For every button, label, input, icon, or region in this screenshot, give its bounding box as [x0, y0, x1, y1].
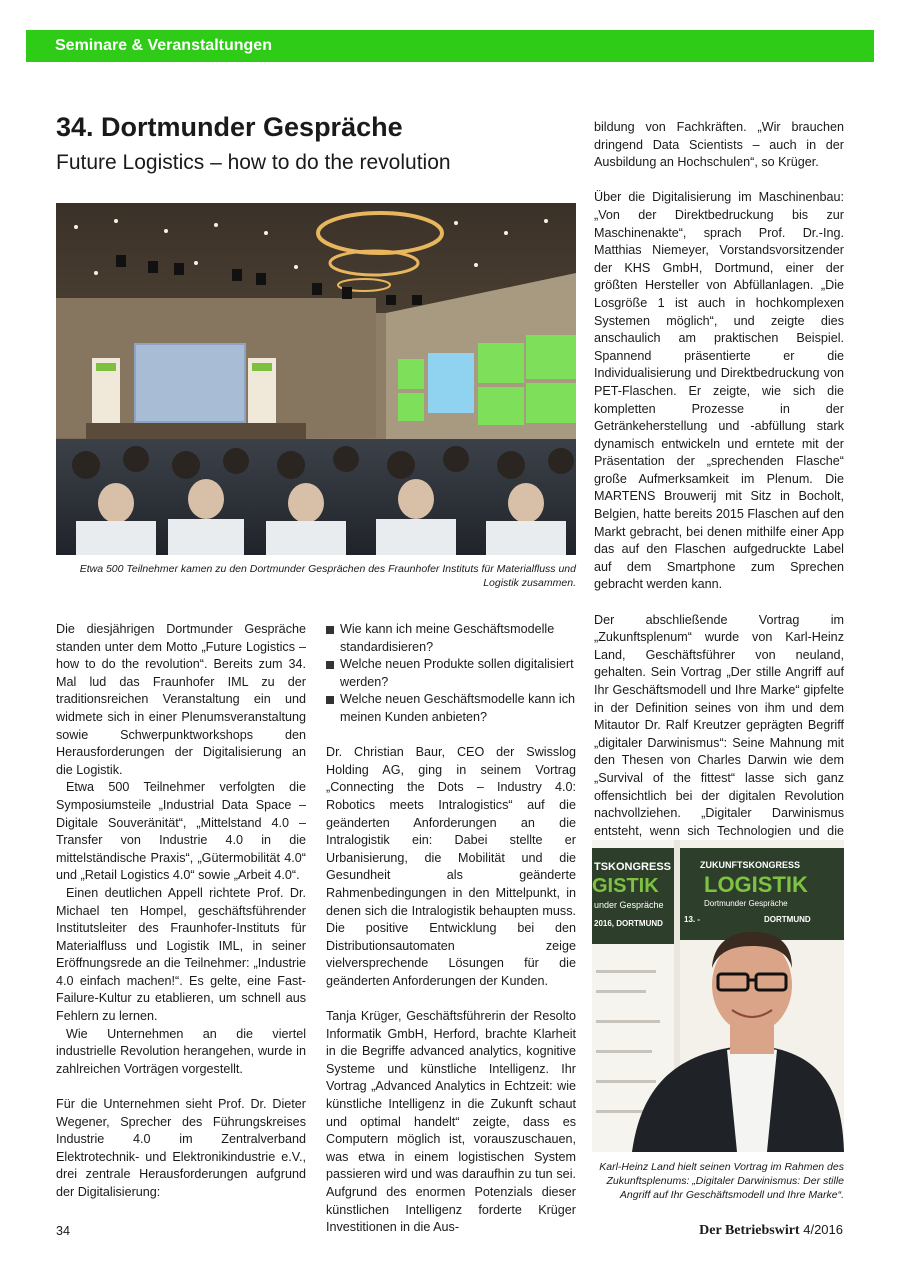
- banner-left-line: under Gespräche: [594, 900, 664, 910]
- photo-caption-speaker: Karl-Heinz Land hielt seinen Vortrag im Rahmen des Zukunftsplenums: „Digitaler Darwinismus: Der stille Angriff auf Ihr Geschäftsmodell und Ihre Marke“.: [599, 1161, 844, 1201]
- paragraph: Für die Unternehmen sieht Prof. Dr. Dieter Wegener, Sprecher des Führungskreises Industrie 4.0 im Zentralverband Elektrotechnik- und Elektronikindustrie e.V., drei zentrale Herausforderungen aufgrund der Digitalisierung:: [56, 1097, 306, 1199]
- banner-right-line: Dortmunder Gespräche: [704, 899, 788, 908]
- list-item-text: Wie kann ich meine Geschäftsmodelle standardisieren?: [340, 622, 555, 654]
- photo-caption-hall: Etwa 500 Teilnehmer kamen zu den Dortmunder Gesprächen des Fraunhofer Instituts für Materialfluss und Logistik zusammen.: [79, 563, 576, 589]
- banner-right-line: ZUKUNFTSKONGRESS: [700, 860, 801, 870]
- conference-hall-photo: [56, 203, 576, 555]
- paragraph: Etwa 500 Teilnehmer verfolgten die Symposiumsteile „Industrial Data Space – Digitale Souveränität“, „Mittelstand 4.0 – Transfer von Industrie 4.0 in die mittelständische Praxis“, „Gütermobilität 4.0“ und „Retail Logistics 4.0“ sowie „Arbeit 4.0“.: [56, 780, 306, 883]
- paragraph: Tanja Krüger, Geschäftsführerin der Resolto Informatik GmbH, Herford, brachte Klarheit in die Begriffe advanced analytics, kognitive Systeme und künstliche Intelligenz. Ihr Vortrag „Advanced Analytics in Echtzeit: wie künstliche Intelligenz in die Zukunft schaut und optimal handelt“ zeigte, dass es Computern möglich ist, vorauszuschauen, was etwa in einem logistischen System passieren wird und was daraufhin zu tun sei. Aufgrund des enormen Potenzials dieser künstlichen Intelligenz forderte Krüger Investitionen in die Aus-: [326, 1009, 576, 1235]
- paragraph: bildung von Fachkräften. „Wir brauchen dringend Data Scientists – auch in der Ausbildung an Hochschulen“, so Krüger.: [594, 120, 844, 170]
- magazine-footer: [699, 1222, 843, 1239]
- article-subtitle: Future Logistics – how to do the revolution: [56, 151, 451, 174]
- bullet-square-icon: [326, 661, 334, 669]
- page-number: 34: [56, 1224, 71, 1238]
- column-3: [594, 119, 844, 858]
- column-1: [56, 621, 306, 1202]
- banner-left-line: TSKONGRESS: [594, 861, 672, 873]
- paragraph: Über die Digitalisierung im Maschinenbau: „Von der Direktbedruckung bis zur Maschinenakte“, sprach Prof. Dr.-Ing. Matthias Niemeyer, Vorstandsvorsitzender der KHS GmbH, Dortmund, einer der größten Hersteller von Abfüllanlagen. „Die Losgröße 1 ist auch in hochkomplexen Systemen möglich“, und zeigte dies anschaulich am praktischen Beispiel. Spannend präsentierte er die Individualisierung und Direktbedruckung von PET-Flaschen. Er zeigte, wie sich die kompletten Prozesse in der Getränkeherstellung und -abfüllung stark dynamisch entwickeln und erntete mit der Präsentation der „sprechenden Flasche“ große Aufmerksamkeit im Plenum. Die MARTENS Brouwerij mit Sitz in Bocholt, Belgien, hatte bereits 2015 Flaschen auf den Markt gebracht, bei denen mithilfe einer App das auf den Flaschen aufgedruckte Label auf dem Smartphone zum Sprechen gebracht werden kann.: [594, 190, 844, 592]
- column-2: [326, 621, 576, 1237]
- banner-left-line: GISTIK: [592, 875, 659, 897]
- list-item-text: Welche neuen Geschäftsmodelle kann ich meinen Kunden anbieten?: [340, 692, 575, 724]
- magazine-issue: 4/2016: [803, 1222, 843, 1237]
- banner-right-line: 13. -: [684, 915, 701, 924]
- banner-left-line: 2016, DORTMUND: [594, 919, 663, 928]
- section-header: [26, 30, 874, 62]
- bullet-square-icon: [326, 626, 334, 634]
- article-title: 34. Dortmunder Gespräche: [56, 112, 403, 142]
- magazine-name: Der Betriebswirt: [699, 1223, 800, 1238]
- list-item-text: Welche neuen Produkte sollen digitalisiert werden?: [340, 657, 574, 689]
- section-title: Seminare & Veranstaltungen: [55, 37, 272, 54]
- list-item: [326, 691, 576, 726]
- paragraph: Einen deutlichen Appell richtete Prof. Dr. Michael ten Hompel, geschäftsführender Institutsleiter des Fraunhofer-Instituts für Materialfluss und Logistik IML, in seiner Eröffnungsrede an die Teilnehmer: „Industrie 4.0 einfach machen!“. Es gelte, eine Fast-Failure-Kultur zu etablieren, um schnell aus Fehlern zu lernen.: [56, 885, 306, 1024]
- list-item: [326, 656, 576, 691]
- bullet-list: [326, 621, 576, 727]
- paragraph: Der abschließende Vortrag im „Zukunftsplenum“ wurde von Karl-Heinz Land, Geschäftsführer von neuland, gehalten. Sein Vortrag „Der stille Angriff auf Ihr Geschäftsmodell und Ihre Marke“ gipfelte in der Definition seines von ihm und dem Mitautor Dr. Ralf Kreutzer geprägten Begriff „digitaler Darwinismus“: Seine Mahnung mit den Thesen von Charles Darwin wie dem „Survival of the fittest“ lasse sich ganz offensichtlich bei der digitalen Revolution nachvollziehen. „Digitaler Darwinismus entsteht, wenn sich Technologien und die: [594, 612, 844, 838]
- paragraph: Die diesjährigen Dortmunder Gespräche standen unter dem Motto „Future Logistics – how to do the revolution“. Bereits zum 34. Mal lud das Fraunhofer IML zu der traditionsreichen Veranstaltung ein und widmete sich in einer Plenumsveranstaltung sowie Schwerpunktworkshops den Herausforderungen der Digitalisierung an die Logistik.: [56, 622, 306, 777]
- paragraph: Wie Unternehmen an die viertel industrielle Revolution herangehen, wurde in zahlreichen Vorträgen vorgestellt.: [56, 1026, 306, 1076]
- paragraph: Dr. Christian Baur, CEO der Swisslog Holding AG, ging in seinem Vortrag „Connecting the Dots – Industry 4.0: Robotics meets Intralogistics“ auf die geänderten Anforderungen an die Intralogistik ein: Dabei stellte er Urbanisierung, die Mobilität und die Gesundheit als geänderte Rahmenbedingungen in den Mittelpunkt, in denen sich die Intralogistik behaupten muss. Die positive Entwicklung bei den Distributionsautomaten zeige vielversprechende Lösungen für die geänderten Anforderungen der Kunden.: [326, 745, 576, 988]
- banner-right-line: LOGISTIK: [704, 872, 808, 897]
- list-item: [326, 621, 576, 656]
- bullet-square-icon: [326, 696, 334, 704]
- banner-right-line: DORTMUND: [764, 915, 811, 924]
- speaker-portrait-photo: [592, 840, 844, 1152]
